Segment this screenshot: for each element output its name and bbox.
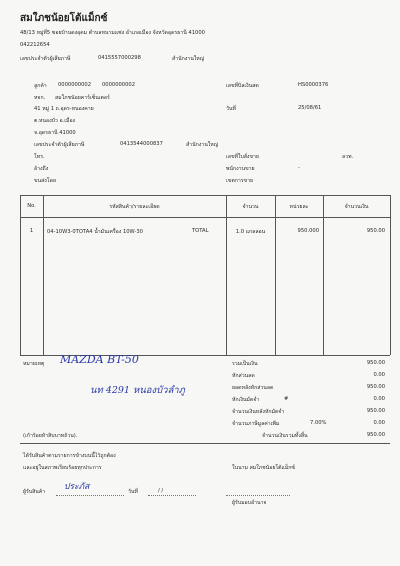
total-value-after-discount: 950.00 xyxy=(366,384,385,390)
col-divider-no xyxy=(43,195,44,355)
grand-total-label: จำนวนเงินรวมทั้งสิ้น xyxy=(262,433,308,439)
remarks-handwritten-2: นท 4291 หนองบัวลำภู xyxy=(90,385,185,396)
header-no: No. xyxy=(27,203,36,209)
col-divider-price xyxy=(323,195,324,355)
row-no: 1 xyxy=(29,228,34,234)
customer-ref-label: อ้างถึง xyxy=(34,166,49,172)
on-behalf: ในนาม สมใภชน้อยโต้แม็กซ์ xyxy=(232,465,295,471)
company-branch: สำนักงานใหญ่ xyxy=(172,56,205,62)
receive-date-label: วันที่ xyxy=(128,489,138,495)
sale-order-label: เลขที่ใบสั่งขาย xyxy=(226,154,259,160)
row-amount: 950.00 xyxy=(366,228,385,234)
doc-number: HS0000376 xyxy=(298,82,329,88)
receiver-label: ผู้รับสินค้า xyxy=(23,489,46,495)
total-value-discount: 0.00 xyxy=(373,372,385,378)
company-tax-id: 0415557000298 xyxy=(98,55,141,61)
header-desc: รหัสสินค้า/รายละเอียด xyxy=(109,204,160,210)
total-label-vat: จำนวนภาษีมูลค่าเพิ่ม xyxy=(232,421,280,427)
grand-total-value: 950.00 xyxy=(366,432,385,438)
doc-date-label: วันที่ xyxy=(226,106,236,112)
company-phone: 042212654 xyxy=(20,42,50,48)
total-value-subtotal: 950.00 xyxy=(366,360,385,366)
customer-code-2: 0000000002 xyxy=(102,82,136,88)
totals-bottom-border xyxy=(20,443,390,444)
total-label-subtotal: รวมเป็นเงิน xyxy=(232,361,258,367)
company-tax-id-label: เลขประจำตัวผู้เสียภาษี xyxy=(20,56,71,62)
row-desc: 04-10W3-0TOTA4 น้ำมันเครื่อง 10W-30 xyxy=(47,229,143,235)
doc-date: 25/08/61 xyxy=(298,105,322,111)
receiver-signature-line xyxy=(56,495,124,496)
table-right-border xyxy=(390,195,391,355)
customer-address-1: 41 หมู่ 1 ถ.อุดร-หนองคาย xyxy=(34,106,94,112)
header-amount: จำนวนเงิน xyxy=(344,204,369,210)
total-label-deposit: หักเงินมัดจำ xyxy=(232,397,260,403)
salesperson-value: - xyxy=(298,165,300,171)
customer-tax-id-label: เลขประจำตัวผู้เสียภาษี xyxy=(34,142,85,148)
customer-name-prefix: หจก. xyxy=(34,95,46,101)
customer-name: สมใภชน้อยคาร์เซ็นเตอร์ xyxy=(55,95,110,101)
row-brand: TOTAL xyxy=(192,228,209,234)
row-unit-price: 950.000 xyxy=(297,228,319,234)
total-label-after-discount: ยอดหลังหักส่วนลด xyxy=(232,385,274,391)
received-note-1: ได้รับสินค้าตามรายการข้างบนนี้ไว้ถูกต้อง xyxy=(23,453,116,459)
total-vat-rate: 7.00% xyxy=(310,420,327,426)
total-value-deposit: 0.00 xyxy=(373,396,385,402)
customer-branch: สำนักงานใหญ่ xyxy=(186,142,219,148)
customer-phone-label: โทร. xyxy=(34,154,45,160)
header-qty: จำนวน xyxy=(242,204,259,210)
table-top-border xyxy=(20,195,390,196)
customer-code: 0000000002 xyxy=(58,82,92,88)
customer-tax-id: 0413544000837 xyxy=(120,141,163,147)
salesperson-label: พนักงานขาย xyxy=(226,166,255,172)
customer-ship-label: ขนส่งโดย xyxy=(34,178,56,184)
code-right-label: ลวท. xyxy=(342,154,354,160)
doc-number-label: เลขที่บิลเงินสด xyxy=(226,83,259,89)
authorizer-signature-line xyxy=(226,495,290,496)
amount-in-words: (เก้าร้อยห้าสิบบาทถ้วน). xyxy=(23,433,78,439)
total-label-after-deposit: จำนวนเงินหลังหักมัดจำ xyxy=(232,409,285,415)
table-header-border xyxy=(20,217,390,218)
company-name: สมใภชน้อยโต้แม็กซ์ xyxy=(20,13,108,24)
col-divider-desc xyxy=(226,195,227,355)
total-value-after-deposit: 950.00 xyxy=(366,408,385,414)
receive-date-value: / / xyxy=(158,488,164,494)
total-deposit-marker: # xyxy=(284,396,289,402)
total-label-discount: หักส่วนลด xyxy=(232,373,255,379)
customer-address-3: จ.อุดรธานี 41000 xyxy=(34,130,76,136)
row-qty: 1.0 แกลลอน xyxy=(235,229,266,235)
receive-date-line xyxy=(148,495,196,496)
header-unit-price: หน่วยละ xyxy=(289,204,309,210)
customer-address-2: ต.หนองบัว อ.เมือง xyxy=(34,118,76,124)
remarks-handwritten-1: MAZDA BT-50 xyxy=(60,353,139,366)
customer-code-label: ลูกค้า xyxy=(34,83,47,89)
table-left-border xyxy=(20,195,21,355)
company-address: 48/13 หมู่ที่5 ซอยบ้านดงอุดม ตำบลหนามแซ่ง อำเภอเมือง จังหวัดอุดรธานี 41000 xyxy=(20,30,205,36)
col-divider-qty xyxy=(275,195,276,355)
remarks-label: หมายเหตุ xyxy=(23,361,45,367)
received-note-2: และอยู่ในสภาพเรียบร้อยทุกประการ xyxy=(23,465,102,471)
receiver-signature: ประภัส xyxy=(64,482,90,492)
authorizer-label: ผู้รับมอบอำนาจ xyxy=(232,500,267,506)
terms-label: เขตการขาย xyxy=(226,178,254,184)
total-value-vat: 0.00 xyxy=(373,420,385,426)
